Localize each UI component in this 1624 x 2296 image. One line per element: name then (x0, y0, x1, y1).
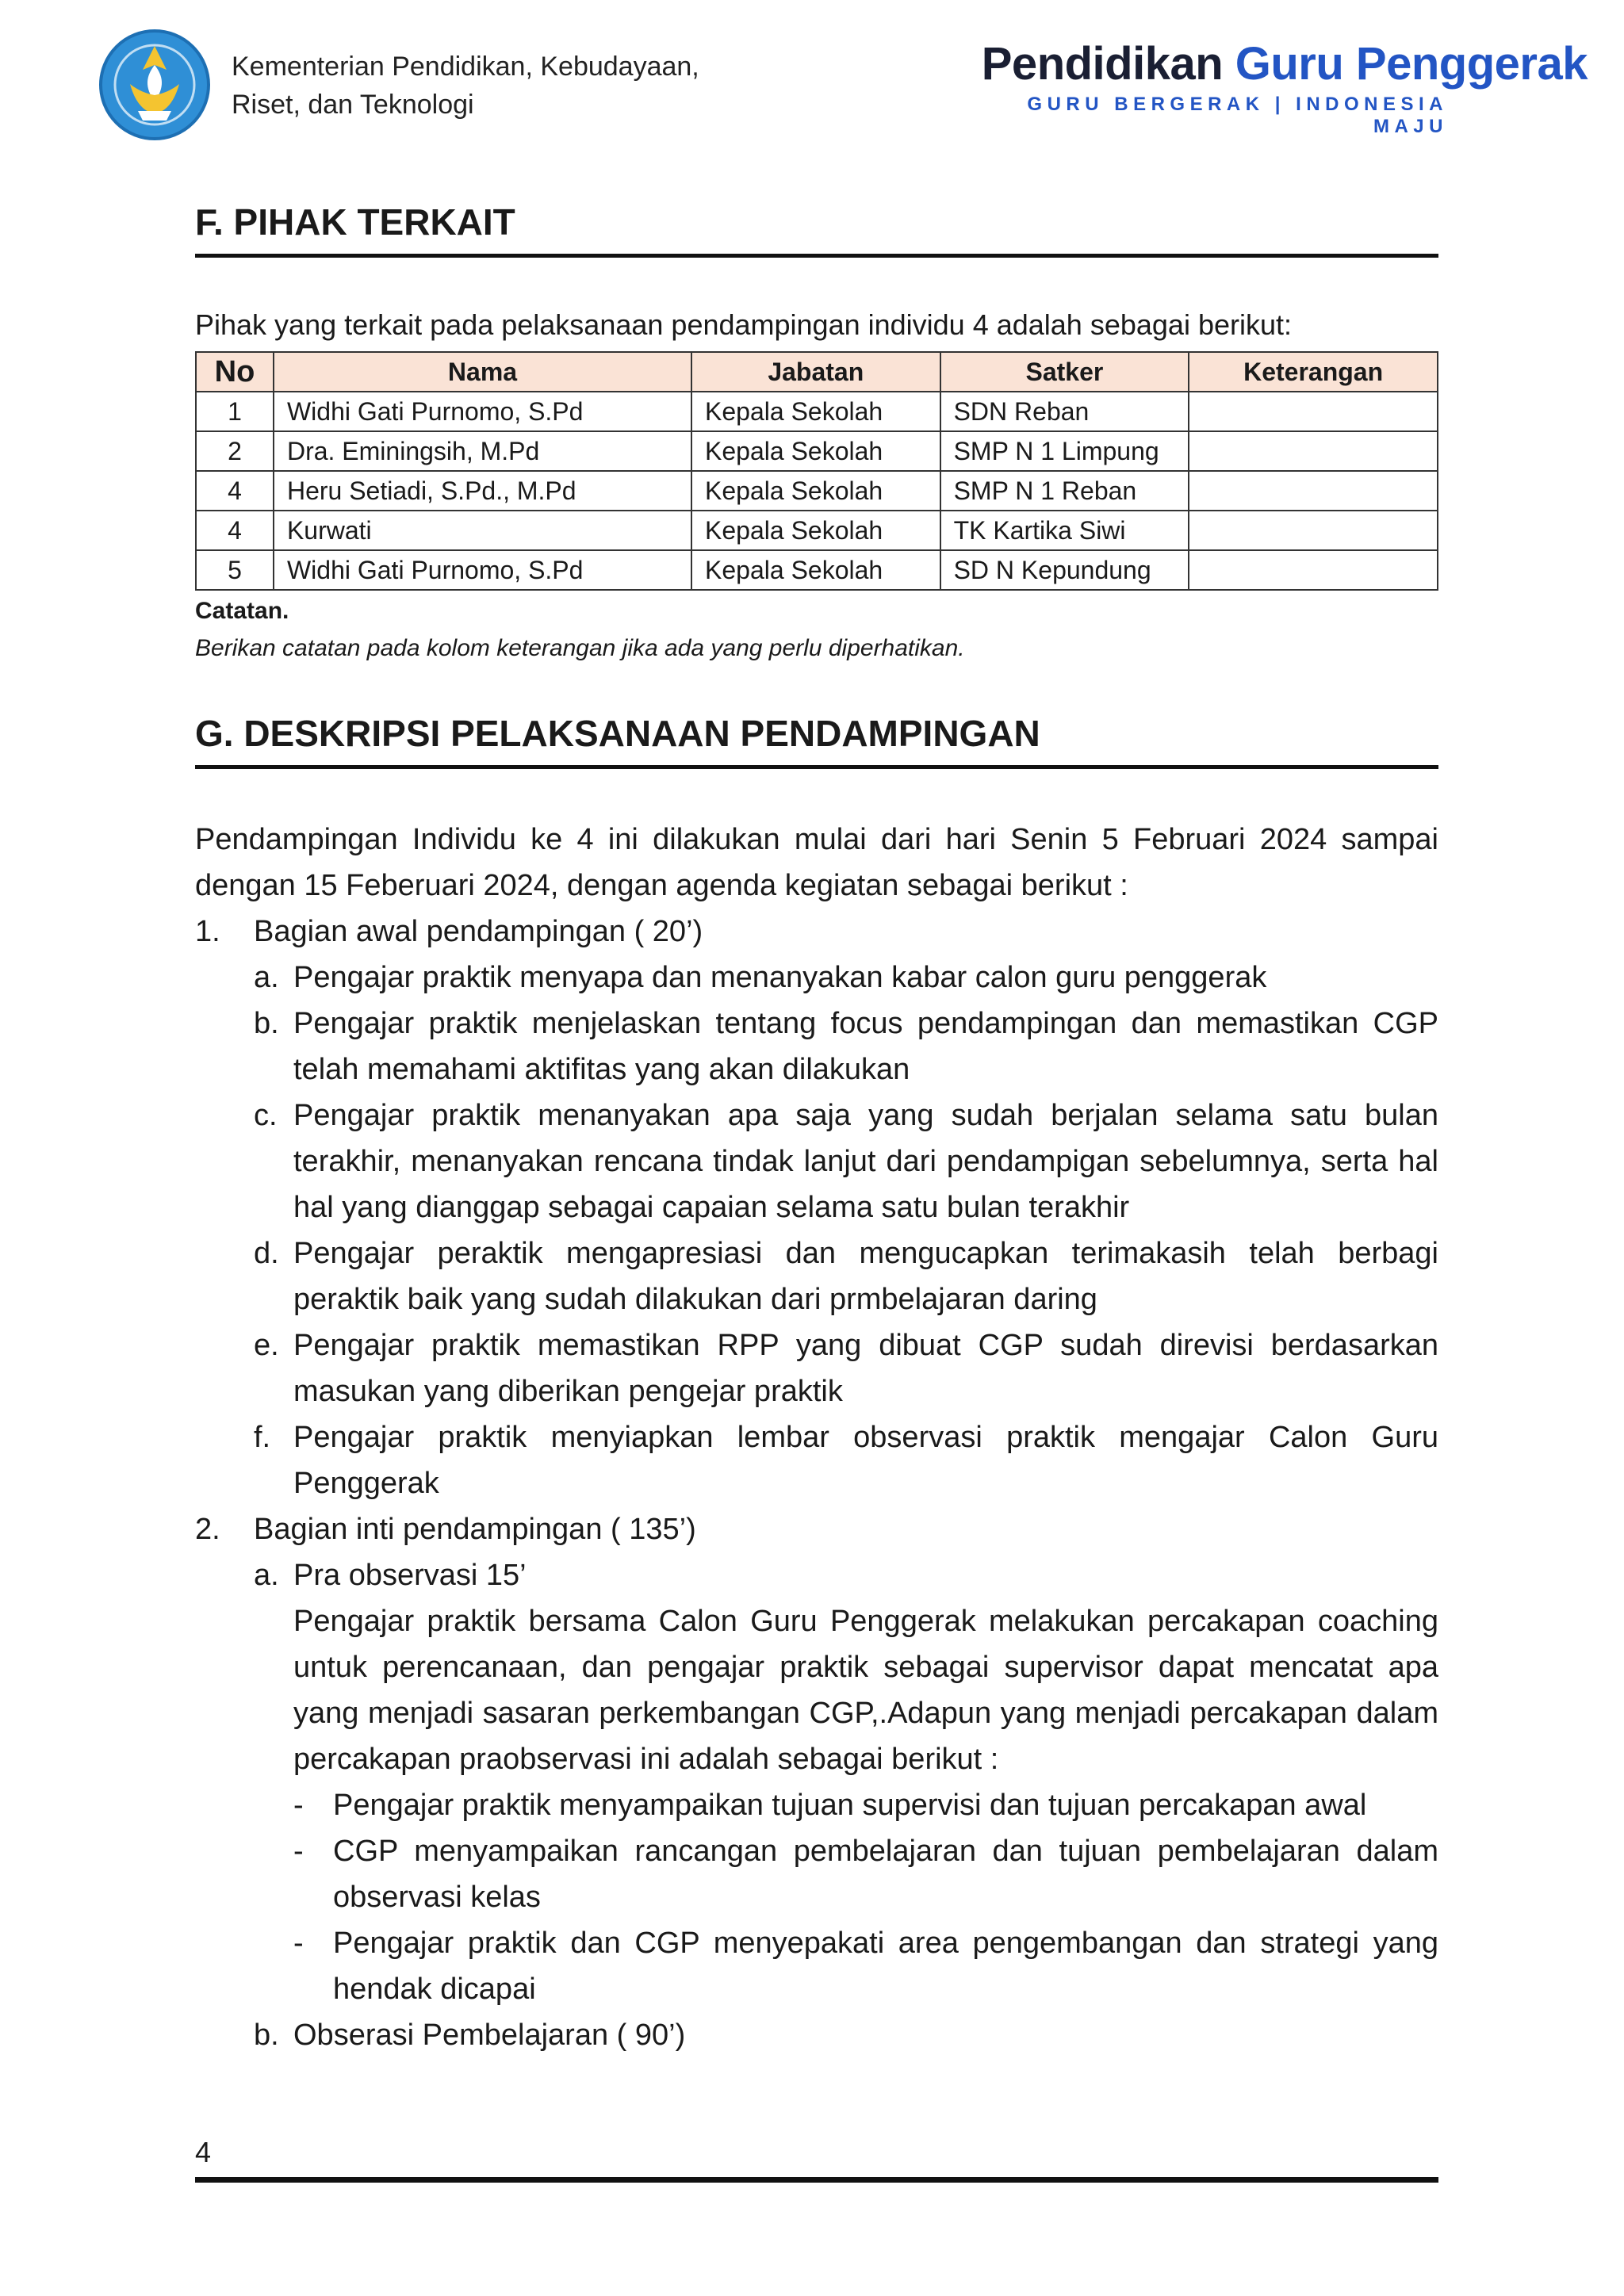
page-content (195, 198, 1438, 2058)
list-marker: a. (254, 1559, 279, 1592)
bullet-text: Pengajar praktik menyampaikan tujuan supervisi dan tujuan percakapan awal (333, 1789, 1367, 1822)
list-marker: a. (254, 961, 279, 994)
list-subitem-text: Pra observasi 15’ (293, 1559, 527, 1592)
list-subitem (195, 1230, 1438, 1322)
list-item-2 (195, 1506, 1438, 1552)
cell-keterangan (1189, 431, 1438, 471)
column-header-satker: Satker (940, 352, 1189, 392)
cell-jabatan: Kepala Sekolah (691, 550, 940, 590)
list-subitem (195, 955, 1438, 1001)
list-item-text: Bagian awal pendampingan ( 20’) (254, 915, 703, 948)
ministry-line-2: Riset, dan Teknologi (232, 90, 474, 120)
cell-satker: TK Kartika Siwi (940, 511, 1189, 550)
cell-nama: Dra. Eminingsih, M.Pd (274, 431, 691, 471)
cell-no: 4 (196, 471, 274, 511)
cell-nama: Widhi Gati Purnomo, S.Pd (274, 392, 691, 431)
cell-nama: Widhi Gati Purnomo, S.Pd (274, 550, 691, 590)
list-marker: 1. (195, 915, 220, 948)
list-subitem (195, 2012, 1438, 2058)
brand-title (953, 38, 1588, 90)
bullet-marker: - (293, 1789, 304, 1822)
cell-no: 2 (196, 431, 274, 471)
cell-no: 4 (196, 511, 274, 550)
bullet-marker: - (293, 1927, 304, 1960)
list-item-1 (195, 909, 1438, 955)
cell-keterangan (1189, 392, 1438, 431)
list-marker: c. (254, 1099, 278, 1132)
list-subitem-text: Obserasi Pembelajaran ( 90’) (293, 2019, 686, 2052)
brand-tagline: GURU BERGERAK | INDONESIA MAJU (1027, 94, 1448, 137)
column-header-no: No (196, 352, 274, 392)
list-subitem-text: Pengajar praktik menyapa dan menanyakan kabar calon guru penggerak (293, 961, 1267, 994)
cell-jabatan: Kepala Sekolah (691, 471, 940, 511)
bullet-marker: - (293, 1835, 304, 1868)
brand-title-part-2: Guru Penggerak (1235, 38, 1588, 90)
section-g-intro: Pendampingan Individu ke 4 ini dilakukan mulai dari hari Senin 5 Februari 2024 sampai dengan 15 Feberuari 2024, dengan agenda kegiatan sebagai berikut : (195, 823, 1438, 902)
cell-keterangan (1189, 550, 1438, 590)
bullet-text: Pengajar praktik dan CGP menyepakati area pengembangan dan strategi yang hendak dicapai (333, 1927, 1438, 2006)
list-marker: b. (254, 2019, 279, 2052)
list-subitem-text: Pengajar praktik menyiapkan lembar observasi praktik mengajar Calon Guru Penggerak (293, 1421, 1438, 1500)
bullet-item (195, 1828, 1438, 1920)
cell-satker: SDN Reban (940, 392, 1189, 431)
table-header-row (196, 352, 1438, 392)
list-marker: 2. (195, 1513, 220, 1546)
cell-jabatan: Kepala Sekolah (691, 511, 940, 550)
bullet-item (195, 1782, 1438, 1828)
list-marker: f. (254, 1421, 271, 1454)
list-subitem-text: Pengajar praktik memastikan RPP yang dibuat CGP sudah direvisi berdasarkan masukan yang diberikan pengejar praktik (293, 1329, 1438, 1408)
list-subitem (195, 1552, 1438, 1598)
list-subitem-text: Pengajar praktik menanyakan apa saja yang sudah berjalan selama satu bulan terakhir, menanyakan rencana tindak lanjut dari pendampigan sebelumnya, serta hal hal yang dianggap sebagai capaian selama satu bulan terakhir (293, 1099, 1438, 1224)
list-subitem-text: Pengajar praktik menjelaskan tentang focus pendampingan dan memastikan CGP telah memahami aktifitas yang akan dilakukan (293, 1007, 1438, 1086)
ministry-name (232, 48, 699, 124)
list-marker: d. (254, 1237, 279, 1270)
cell-jabatan: Kepala Sekolah (691, 431, 940, 471)
program-brand (953, 38, 1588, 138)
page-footer (195, 2134, 1438, 2183)
footer-divider (195, 2177, 1438, 2183)
tut-wuri-handayani-logo (98, 29, 211, 141)
table-row (196, 471, 1438, 511)
bullet-item (195, 1920, 1438, 2012)
cell-no: 5 (196, 550, 274, 590)
table-row (196, 550, 1438, 590)
bullet-text: CGP menyampaikan rancangan pembelajaran dan tujuan pembelajaran dalam observasi kelas (333, 1835, 1438, 1914)
list-marker: b. (254, 1007, 279, 1040)
list-marker: e. (254, 1329, 279, 1362)
cell-satker: SMP N 1 Limpung (940, 431, 1189, 471)
ministry-line-1: Kementerian Pendidikan, Kebudayaan, (232, 52, 699, 82)
cell-nama: Kurwati (274, 511, 691, 550)
column-header-keterangan: Keterangan (1189, 352, 1438, 392)
list-subitem (195, 1322, 1438, 1414)
cell-keterangan (1189, 471, 1438, 511)
table-row (196, 392, 1438, 431)
cell-keterangan (1189, 511, 1438, 550)
section-g-heading: G. DESKRIPSI PELAKSANAAN PENDAMPINGAN (195, 710, 1438, 769)
list-item-text: Bagian inti pendampingan ( 135’) (254, 1513, 696, 1546)
table-row (196, 511, 1438, 550)
list-subitem (195, 1093, 1438, 1230)
pre-observation-paragraph: Pengajar praktik bersama Calon Guru Penggerak melakukan percakapan coaching untuk perencanaan, dan pengajar praktik sebagai supervisor dapat mencatat apa yang menjadi sasaran perkembangan CGP,.Adapun yang menjadi percakapan dalam percakapan praobservasi ini adalah sebagai berikut : (293, 1605, 1438, 1776)
note-title: Catatan. (195, 598, 289, 624)
cell-no: 1 (196, 392, 274, 431)
cell-satker: SD N Kepundung (940, 550, 1189, 590)
table-row (196, 431, 1438, 471)
brand-title-part-1: Pendidikan (981, 38, 1235, 90)
column-header-jabatan: Jabatan (691, 352, 940, 392)
note-text: Berikan catatan pada kolom keterangan jika ada yang perlu diperhatikan. (195, 635, 965, 661)
column-header-nama: Nama (274, 352, 691, 392)
cell-jabatan: Kepala Sekolah (691, 392, 940, 431)
list-subitem-text: Pengajar peraktik mengapresiasi dan mengucapkan terimakasih telah berbagi peraktik baik yang sudah dilakukan dari prmbelajaran daring (293, 1237, 1438, 1316)
section-f-heading: F. PIHAK TERKAIT (195, 198, 1438, 258)
cell-satker: SMP N 1 Reban (940, 471, 1189, 511)
list-subitem (195, 1414, 1438, 1506)
cell-nama: Heru Setiadi, S.Pd., M.Pd (274, 471, 691, 511)
section-f-intro: Pihak yang terkait pada pelaksanaan pendampingan individu 4 adalah sebagai berikut: (195, 308, 1292, 341)
list-subitem (195, 1001, 1438, 1093)
page-number: 4 (195, 2136, 212, 2168)
related-parties-table (195, 351, 1438, 591)
